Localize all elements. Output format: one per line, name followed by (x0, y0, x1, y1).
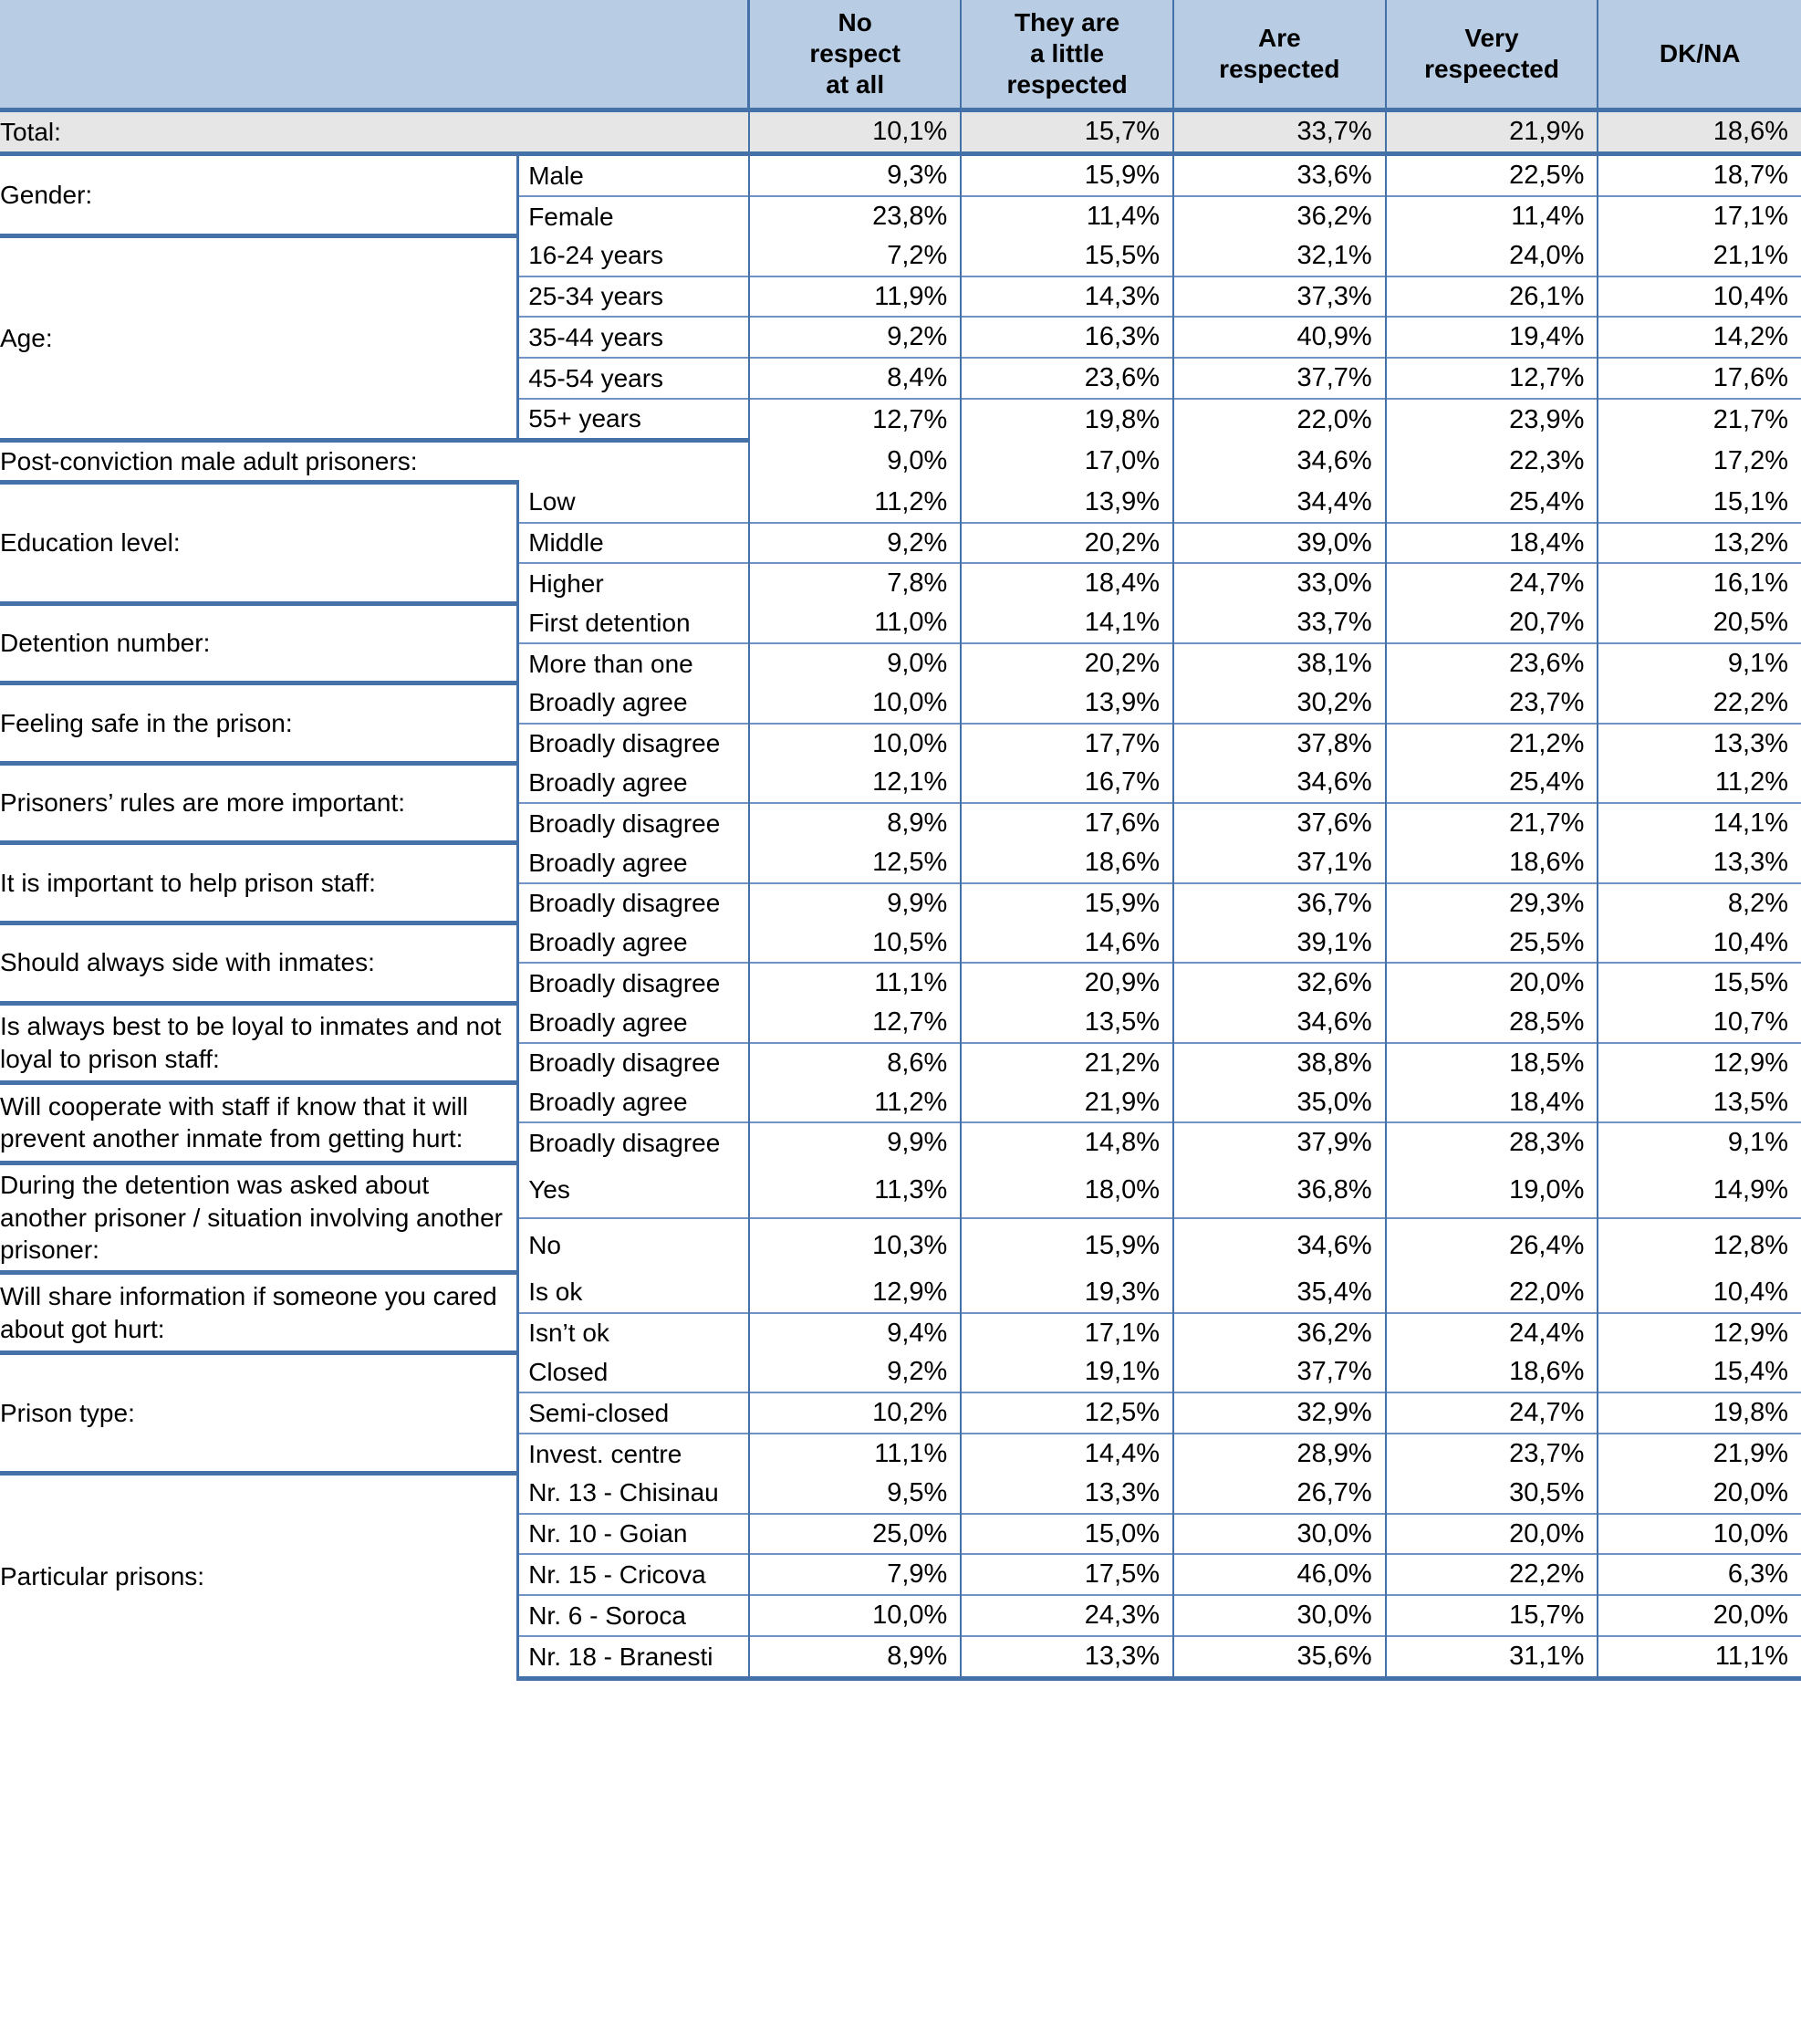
data-cell: 30,0% (1173, 1595, 1386, 1636)
row-sub-label: Closed (518, 1352, 749, 1392)
data-cell: 10,0% (749, 724, 962, 764)
data-cell: 39,0% (1173, 523, 1386, 564)
data-cell: 18,4% (1386, 523, 1598, 564)
data-cell: 8,9% (749, 1636, 962, 1678)
row-sub-label: Female (518, 196, 749, 236)
data-cell: 20,2% (961, 643, 1173, 683)
header-very-respected (1386, 0, 1598, 110)
data-cell: 30,0% (1173, 1514, 1386, 1555)
header-line: DK/NA (1659, 39, 1741, 68)
row-group-label: Feeling safe in the prison: (0, 683, 518, 764)
data-cell: 9,9% (749, 1122, 962, 1163)
data-cell: 12,1% (749, 763, 962, 803)
data-cell: 10,0% (749, 1595, 962, 1636)
data-cell: 28,9% (1173, 1434, 1386, 1474)
data-cell: 11,1% (749, 963, 962, 1003)
data-cell: 18,4% (1386, 1083, 1598, 1123)
data-cell: 19,3% (961, 1273, 1173, 1313)
data-cell: 19,8% (1598, 1392, 1801, 1434)
table-row (0, 110, 1801, 154)
table-row (0, 1083, 1801, 1123)
data-cell: 38,1% (1173, 643, 1386, 683)
data-cell: 13,3% (1598, 724, 1801, 764)
data-cell: 26,7% (1173, 1474, 1386, 1514)
data-cell: 34,6% (1173, 763, 1386, 803)
data-cell: 18,7% (1598, 154, 1801, 196)
row-sub-label: Broadly agree (518, 1003, 749, 1043)
data-cell: 15,5% (1598, 963, 1801, 1003)
data-cell: 9,4% (749, 1313, 962, 1353)
data-cell: 13,3% (1598, 843, 1801, 883)
data-cell: 10,7% (1598, 1003, 1801, 1043)
data-cell: 15,0% (961, 1514, 1173, 1555)
data-cell: 21,2% (1386, 724, 1598, 764)
data-cell: 13,5% (1598, 1083, 1801, 1123)
data-cell: 34,6% (1173, 440, 1386, 483)
row-group-label: Total: (0, 110, 749, 154)
row-group-label: Detention number: (0, 603, 518, 683)
row-sub-label: 45-54 years (518, 358, 749, 399)
data-cell: 32,6% (1173, 963, 1386, 1003)
data-cell: 40,9% (1173, 317, 1386, 358)
data-cell: 37,6% (1173, 803, 1386, 843)
row-sub-label: 35-44 years (518, 317, 749, 358)
data-cell: 30,5% (1386, 1474, 1598, 1514)
data-cell: 10,1% (749, 110, 962, 154)
data-cell: 16,7% (961, 763, 1173, 803)
row-group-label: During the detention was asked about another prisoner / situation involving another prisoner: (0, 1163, 518, 1272)
data-cell: 12,8% (1598, 1218, 1801, 1273)
row-sub-label: More than one (518, 643, 749, 683)
table-row (0, 603, 1801, 643)
data-cell: 22,3% (1386, 440, 1598, 483)
data-cell: 18,6% (1386, 1352, 1598, 1392)
row-group-label: Prison type: (0, 1352, 518, 1473)
data-cell: 21,1% (1598, 236, 1801, 276)
header-line: a little (1030, 39, 1105, 68)
row-sub-label: No (518, 1218, 749, 1273)
table-row (0, 483, 1801, 523)
row-sub-label: 55+ years (518, 399, 749, 440)
data-cell: 33,7% (1173, 603, 1386, 643)
row-sub-label: Nr. 15 - Cricova (518, 1554, 749, 1595)
data-cell: 7,2% (749, 236, 962, 276)
row-sub-label: Nr. 13 - Chisinau (518, 1474, 749, 1514)
data-cell: 11,9% (749, 276, 962, 318)
row-sub-label: Broadly disagree (518, 1043, 749, 1083)
row-sub-label: Yes (518, 1163, 749, 1217)
data-cell: 21,9% (961, 1083, 1173, 1123)
data-cell: 24,3% (961, 1595, 1173, 1636)
data-cell: 23,7% (1386, 1434, 1598, 1474)
data-cell: 25,4% (1386, 483, 1598, 523)
data-cell: 12,5% (961, 1392, 1173, 1434)
data-cell: 21,2% (961, 1043, 1173, 1083)
data-cell: 22,2% (1386, 1554, 1598, 1595)
data-cell: 10,2% (749, 1392, 962, 1434)
data-cell: 37,1% (1173, 843, 1386, 883)
data-cell: 12,7% (749, 1003, 962, 1043)
data-cell: 17,6% (961, 803, 1173, 843)
row-sub-label: Broadly agree (518, 1083, 749, 1123)
data-cell: 15,9% (961, 1218, 1173, 1273)
data-cell: 14,6% (961, 923, 1173, 964)
data-cell: 36,8% (1173, 1163, 1386, 1217)
data-cell: 12,5% (749, 843, 962, 883)
data-cell: 17,1% (1598, 196, 1801, 236)
data-cell: 32,9% (1173, 1392, 1386, 1434)
data-cell: 19,8% (961, 399, 1173, 440)
data-cell: 37,3% (1173, 276, 1386, 318)
data-cell: 13,5% (961, 1003, 1173, 1043)
data-cell: 38,8% (1173, 1043, 1386, 1083)
data-cell: 31,1% (1386, 1636, 1598, 1678)
data-cell: 12,9% (1598, 1043, 1801, 1083)
row-group-label: Education level: (0, 483, 518, 603)
row-sub-label: 16-24 years (518, 236, 749, 276)
table-row (0, 1003, 1801, 1043)
data-cell: 24,4% (1386, 1313, 1598, 1353)
data-cell: 17,1% (961, 1313, 1173, 1353)
row-group-label: Gender: (0, 154, 518, 236)
data-cell: 24,7% (1386, 563, 1598, 603)
data-cell: 12,7% (1386, 358, 1598, 399)
row-sub-label: Semi-closed (518, 1392, 749, 1434)
data-cell: 10,4% (1598, 1273, 1801, 1313)
data-cell: 14,1% (1598, 803, 1801, 843)
row-sub-label: Broadly agree (518, 763, 749, 803)
data-cell: 26,1% (1386, 276, 1598, 318)
data-cell: 7,9% (749, 1554, 962, 1595)
row-sub-label: Nr. 18 - Branesti (518, 1636, 749, 1678)
data-cell: 9,1% (1598, 1122, 1801, 1163)
data-cell: 9,0% (749, 643, 962, 683)
table-header (0, 0, 1801, 110)
row-sub-label: Broadly agree (518, 843, 749, 883)
data-cell: 15,9% (961, 883, 1173, 923)
data-cell: 15,7% (1386, 1595, 1598, 1636)
data-cell: 36,2% (1173, 1313, 1386, 1353)
data-cell: 10,3% (749, 1218, 962, 1273)
data-cell: 10,0% (749, 683, 962, 724)
data-cell: 22,0% (1386, 1273, 1598, 1313)
row-group-label: Prisoners’ rules are more important: (0, 763, 518, 843)
data-cell: 13,2% (1598, 523, 1801, 564)
data-cell: 28,5% (1386, 1003, 1598, 1043)
data-cell: 9,9% (749, 883, 962, 923)
data-cell: 23,8% (749, 196, 962, 236)
table-body (0, 110, 1801, 1678)
data-cell: 9,2% (749, 317, 962, 358)
data-cell: 14,8% (961, 1122, 1173, 1163)
data-cell: 8,2% (1598, 883, 1801, 923)
data-cell: 13,9% (961, 483, 1173, 523)
row-sub-label: Broadly disagree (518, 963, 749, 1003)
data-cell: 14,2% (1598, 317, 1801, 358)
data-cell: 18,6% (961, 843, 1173, 883)
table-row (0, 154, 1801, 196)
data-cell: 7,8% (749, 563, 962, 603)
data-cell: 20,0% (1598, 1474, 1801, 1514)
data-cell: 11,1% (749, 1434, 962, 1474)
header-line: respected (1006, 70, 1128, 99)
data-cell: 25,0% (749, 1514, 962, 1555)
data-cell: 23,7% (1386, 683, 1598, 724)
data-cell: 11,4% (1386, 196, 1598, 236)
table-row (0, 1474, 1801, 1514)
data-cell: 21,7% (1386, 803, 1598, 843)
data-cell: 18,5% (1386, 1043, 1598, 1083)
data-cell: 17,5% (961, 1554, 1173, 1595)
table-row (0, 1163, 1801, 1217)
row-group-label: Particular prisons: (0, 1474, 518, 1678)
row-sub-label: Broadly disagree (518, 803, 749, 843)
header-line: Very (1464, 24, 1519, 53)
data-cell: 13,3% (961, 1636, 1173, 1678)
data-cell: 24,0% (1386, 236, 1598, 276)
row-sub-label: Middle (518, 523, 749, 564)
row-group-label: Should always side with inmates: (0, 923, 518, 1004)
data-cell: 16,3% (961, 317, 1173, 358)
data-cell: 9,2% (749, 523, 962, 564)
row-group-label: Post-conviction male adult prisoners: (0, 440, 749, 483)
data-cell: 28,3% (1386, 1122, 1598, 1163)
table-row (0, 843, 1801, 883)
data-cell: 33,6% (1173, 154, 1386, 196)
data-cell: 37,7% (1173, 358, 1386, 399)
data-cell: 25,5% (1386, 923, 1598, 964)
data-cell: 6,3% (1598, 1554, 1801, 1595)
data-cell: 14,9% (1598, 1163, 1801, 1217)
header-are-respected (1173, 0, 1386, 110)
data-cell: 21,9% (1386, 110, 1598, 154)
data-cell: 11,3% (749, 1163, 962, 1217)
data-cell: 33,0% (1173, 563, 1386, 603)
data-cell: 20,0% (1598, 1595, 1801, 1636)
data-cell: 10,4% (1598, 923, 1801, 964)
data-cell: 9,1% (1598, 643, 1801, 683)
header-line: Are (1257, 24, 1301, 53)
row-group-label: Will share information if someone you cared about got hurt: (0, 1273, 518, 1353)
data-cell: 20,0% (1386, 1514, 1598, 1555)
table-row (0, 683, 1801, 724)
row-sub-label: Broadly disagree (518, 883, 749, 923)
header-dk-na (1598, 0, 1801, 110)
header-no-respect-at-all (749, 0, 962, 110)
data-cell: 9,3% (749, 154, 962, 196)
data-cell: 13,9% (961, 683, 1173, 724)
header-blank-cell (0, 0, 749, 110)
data-cell: 11,4% (961, 196, 1173, 236)
data-cell: 12,9% (749, 1273, 962, 1313)
table-row (0, 1273, 1801, 1313)
header-line: respected (1219, 55, 1340, 84)
data-cell: 10,4% (1598, 276, 1801, 318)
header-row (0, 0, 1801, 110)
row-sub-label: Higher (518, 563, 749, 603)
row-sub-label: Nr. 10 - Goian (518, 1514, 749, 1555)
data-cell: 9,2% (749, 1352, 962, 1392)
data-cell: 13,3% (961, 1474, 1173, 1514)
data-cell: 39,1% (1173, 923, 1386, 964)
data-cell: 15,9% (961, 154, 1173, 196)
data-cell: 23,6% (961, 358, 1173, 399)
row-sub-label: Broadly disagree (518, 1122, 749, 1163)
row-sub-label: Low (518, 483, 749, 523)
data-cell: 19,0% (1386, 1163, 1598, 1217)
data-cell: 8,6% (749, 1043, 962, 1083)
row-group-label: It is important to help prison staff: (0, 843, 518, 923)
data-cell: 14,1% (961, 603, 1173, 643)
data-cell: 14,4% (961, 1434, 1173, 1474)
data-cell: 17,0% (961, 440, 1173, 483)
header-line: respect (809, 39, 901, 68)
data-cell: 17,6% (1598, 358, 1801, 399)
row-sub-label: Invest. centre (518, 1434, 749, 1474)
row-sub-label: Isn’t ok (518, 1313, 749, 1353)
data-cell: 37,9% (1173, 1122, 1386, 1163)
data-cell: 34,4% (1173, 483, 1386, 523)
data-cell: 23,9% (1386, 399, 1598, 440)
data-cell: 34,6% (1173, 1003, 1386, 1043)
data-cell: 15,5% (961, 236, 1173, 276)
data-cell: 46,0% (1173, 1554, 1386, 1595)
data-cell: 30,2% (1173, 683, 1386, 724)
data-cell: 18,6% (1598, 110, 1801, 154)
row-sub-label: Is ok (518, 1273, 749, 1313)
data-cell: 20,7% (1386, 603, 1598, 643)
data-cell: 18,4% (961, 563, 1173, 603)
data-cell: 18,6% (1386, 843, 1598, 883)
data-cell: 11,1% (1598, 1636, 1801, 1678)
data-cell: 18,0% (961, 1163, 1173, 1217)
data-cell: 9,5% (749, 1474, 962, 1514)
table-row (0, 440, 1801, 483)
data-cell: 14,3% (961, 276, 1173, 318)
row-group-label: Is always best to be loyal to inmates and not loyal to prison staff: (0, 1003, 518, 1083)
data-cell: 22,5% (1386, 154, 1598, 196)
data-cell: 11,2% (749, 1083, 962, 1123)
data-cell: 11,2% (1598, 763, 1801, 803)
data-cell: 33,7% (1173, 110, 1386, 154)
data-cell: 10,5% (749, 923, 962, 964)
row-sub-label: Male (518, 154, 749, 196)
data-cell: 20,2% (961, 523, 1173, 564)
data-cell: 16,1% (1598, 563, 1801, 603)
data-cell: 11,2% (749, 483, 962, 523)
table-row (0, 763, 1801, 803)
row-sub-label: Nr. 6 - Soroca (518, 1595, 749, 1636)
data-cell: 19,1% (961, 1352, 1173, 1392)
data-cell: 12,7% (749, 399, 962, 440)
data-cell: 20,0% (1386, 963, 1598, 1003)
table-row (0, 923, 1801, 964)
row-group-label: Will cooperate with staff if know that it will prevent another inmate from getting hurt: (0, 1083, 518, 1163)
row-sub-label: Broadly agree (518, 683, 749, 724)
data-cell: 12,9% (1598, 1313, 1801, 1353)
data-cell: 10,0% (1598, 1514, 1801, 1555)
data-cell: 32,1% (1173, 236, 1386, 276)
data-cell: 22,0% (1173, 399, 1386, 440)
data-cell: 21,7% (1598, 399, 1801, 440)
data-cell: 15,1% (1598, 483, 1801, 523)
data-cell: 37,8% (1173, 724, 1386, 764)
data-cell: 36,2% (1173, 196, 1386, 236)
data-cell: 8,4% (749, 358, 962, 399)
data-cell: 17,7% (961, 724, 1173, 764)
data-cell: 20,5% (1598, 603, 1801, 643)
header-line: They are (1015, 8, 1120, 36)
data-cell: 24,7% (1386, 1392, 1598, 1434)
data-cell: 9,0% (749, 440, 962, 483)
data-cell: 15,4% (1598, 1352, 1801, 1392)
row-sub-label: Broadly agree (518, 923, 749, 964)
header-line: respeected (1424, 55, 1559, 84)
data-cell: 15,7% (961, 110, 1173, 154)
data-cell: 19,4% (1386, 317, 1598, 358)
data-cell: 25,4% (1386, 763, 1598, 803)
data-cell: 36,7% (1173, 883, 1386, 923)
data-cell: 20,9% (961, 963, 1173, 1003)
data-cell: 34,6% (1173, 1218, 1386, 1273)
data-cell: 8,9% (749, 803, 962, 843)
header-line: No (838, 8, 872, 36)
row-sub-label: First detention (518, 603, 749, 643)
data-cell: 21,9% (1598, 1434, 1801, 1474)
row-sub-label: Broadly disagree (518, 724, 749, 764)
data-cell: 37,7% (1173, 1352, 1386, 1392)
data-cell: 29,3% (1386, 883, 1598, 923)
table-row (0, 236, 1801, 276)
data-cell: 35,4% (1173, 1273, 1386, 1313)
data-cell: 23,6% (1386, 643, 1598, 683)
header-line: at all (826, 70, 885, 99)
header-a-little-respected (961, 0, 1173, 110)
data-cell: 35,6% (1173, 1636, 1386, 1678)
data-cell: 17,2% (1598, 440, 1801, 483)
data-cell: 35,0% (1173, 1083, 1386, 1123)
table-row (0, 1352, 1801, 1392)
row-sub-label: 25-34 years (518, 276, 749, 318)
row-group-label: Age: (0, 236, 518, 440)
data-cell: 22,2% (1598, 683, 1801, 724)
data-cell: 11,0% (749, 603, 962, 643)
data-cell: 26,4% (1386, 1218, 1598, 1273)
